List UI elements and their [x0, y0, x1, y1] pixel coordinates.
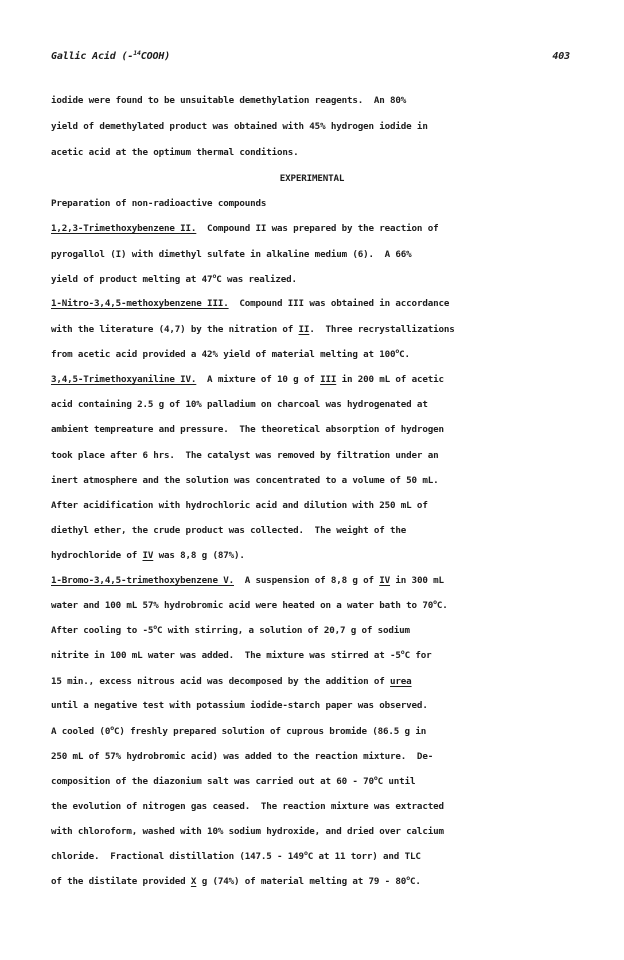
compound-title: 3,4,5-Trimethoxyaniline IV.	[51, 374, 197, 385]
degree-sign: o	[433, 598, 437, 606]
degree-sign: o	[373, 774, 378, 782]
text-line	[51, 223, 438, 235]
text-line: the evolution of nitrogen gas ceased. The reaction mixture was extracted	[51, 801, 444, 812]
text-line	[51, 726, 426, 738]
text-run: C.	[409, 876, 421, 887]
text-run: in 300 mL	[390, 575, 444, 586]
degree-sign: o	[110, 724, 114, 732]
degree-sign: o	[303, 849, 308, 857]
compound-reference: IV	[379, 575, 391, 586]
text-line	[51, 676, 412, 688]
text-run: C) freshly prepared solution of cuprous bromide (86.5 g in	[113, 726, 427, 737]
text-run: Compound III was obtained in accordance	[228, 298, 450, 309]
text-line: acid containing 2.5 g of 10% palladium on charcoal was hydrogenated at	[51, 399, 428, 410]
text-line	[51, 776, 415, 788]
text-run: was 8,8 g (87%).	[153, 550, 245, 561]
text-run: g (74%) of material melting at 79 - 80	[196, 876, 407, 887]
text-run: in 200 mL of acetic	[336, 374, 444, 385]
degree-sign: o	[153, 623, 158, 631]
text-run: A suspension of 8,8 g of	[233, 575, 380, 586]
text-run: C was realized.	[216, 274, 297, 285]
running-title-suffix: COOH)	[140, 51, 171, 62]
text-run: 15 min., excess nitrous acid was decomposed by the addition of	[51, 676, 391, 687]
text-line	[51, 851, 421, 863]
text-run: with the literature (4,7) by the nitration of	[51, 324, 299, 335]
text-line: pyrogallol (I) with dimethyl sulfate in alkaline medium (6). A 66%	[51, 249, 412, 260]
text-run: A cooled (0	[51, 726, 111, 737]
text-line: inert atmosphere and the solution was concentrated to a volume of 50 mL.	[51, 475, 439, 486]
degree-sign: o	[212, 272, 217, 280]
text-line: After acidification with hydrochloric acid and dilution with 250 mL of	[51, 500, 428, 511]
text-line: with chloroform, washed with 10% sodium hydroxide, and dried over calcium	[51, 826, 444, 837]
text-run: from acetic acid provided a 42% yield of material melting at 100	[51, 349, 396, 360]
text-line	[51, 274, 297, 286]
text-line	[51, 298, 449, 310]
compound-reference: IV	[142, 550, 154, 561]
section-heading: EXPERIMENTAL	[279, 173, 345, 184]
degree-sign: o	[400, 648, 405, 656]
text-line	[51, 876, 421, 888]
running-title-superscript: 14	[133, 49, 141, 57]
text-line: diethyl ether, the crude product was collected. The weight of the	[51, 525, 407, 536]
reagent-reference: urea	[390, 676, 412, 687]
text-line	[51, 349, 410, 361]
text-run: of the distilate provided	[51, 876, 191, 887]
compound-reference: II	[298, 324, 310, 335]
text-line	[51, 650, 431, 662]
text-run: nitrite in 100 mL water was added. The mixture was stirred at -5	[51, 650, 401, 661]
compound-reference: III	[320, 374, 337, 385]
text-line	[51, 324, 455, 336]
text-run: composition of the diazonium salt was carried out at 60 - 70	[51, 776, 374, 787]
text-line: until a negative test with potassium iodide-starch paper was observed.	[51, 700, 428, 711]
text-run: C until	[377, 776, 416, 787]
subsection-heading: Preparation of non-radioactive compounds	[51, 198, 267, 209]
text-line: 250 mL of 57% hydrobromic acid) was added to the reaction mixture. De-	[51, 751, 434, 762]
text-run: C for	[404, 650, 432, 661]
degree-sign: o	[406, 874, 410, 882]
text-run: C with stirring, a solution of 20,7 g of sodium	[157, 625, 410, 636]
text-run: C.	[399, 349, 410, 360]
text-line	[51, 625, 410, 637]
compound-reference: X	[190, 876, 197, 887]
text-line: took place after 6 hrs. The catalyst was removed by filtration under an	[51, 450, 439, 461]
text-run: . Three recrystallizations	[309, 324, 455, 335]
text-line	[51, 575, 444, 587]
text-line	[51, 600, 448, 612]
text-line: iodide were found to be unsuitable demethylation reagents. An 80%	[51, 95, 407, 106]
text-run: After cooling to -5	[51, 625, 154, 636]
compound-title: 1-Nitro-3,4,5-methoxybenzene III.	[51, 298, 229, 309]
text-run: water and 100 mL 57% hydrobromic acid were heated on a water bath to 70	[51, 600, 434, 611]
compound-title: 1-Bromo-3,4,5-trimethoxybenzene V.	[51, 575, 234, 586]
text-line	[51, 550, 245, 562]
running-title	[51, 51, 170, 62]
compound-title: 1,2,3-Trimethoxybenzene II.	[51, 223, 197, 234]
text-run: Compound II was prepared by the reaction of	[196, 223, 439, 234]
degree-sign: o	[395, 347, 400, 355]
text-run: C at 11 torr) and TLC	[307, 851, 421, 862]
text-run: chloride. Fractional distillation (147.5 - 149	[51, 851, 304, 862]
text-run: C.	[436, 600, 448, 611]
text-line: acetic acid at the optimum thermal conditions.	[51, 147, 299, 158]
page-number: 403	[552, 51, 570, 62]
text-run: A mixture of 10 g of	[196, 374, 321, 385]
text-line: yield of demethylated product was obtained with 45% hydrogen iodide in	[51, 121, 428, 132]
text-run: yield of product melting at 47	[51, 274, 213, 285]
text-line	[51, 374, 444, 386]
text-line: ambient tempreature and pressure. The theoretical absorption of hydrogen	[51, 424, 444, 435]
text-run: hydrochloride of	[51, 550, 143, 561]
running-title-prefix: Gallic Acid (-	[51, 51, 134, 62]
